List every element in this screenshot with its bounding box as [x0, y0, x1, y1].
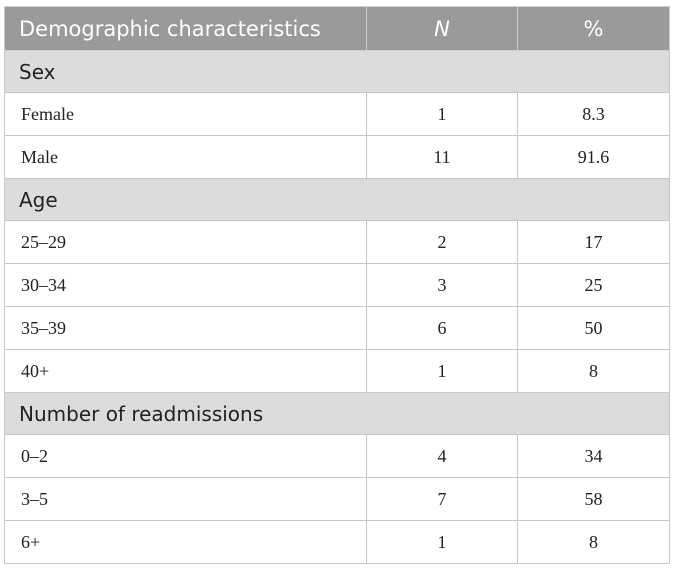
row-label: 6+ [5, 521, 367, 564]
row-n: 1 [367, 93, 518, 136]
table-row [5, 435, 670, 478]
table-row [5, 264, 670, 307]
table-row [5, 478, 670, 521]
row-percent: 8 [518, 350, 670, 393]
row-label: 40+ [5, 350, 367, 393]
table-header [5, 7, 670, 51]
table-row [5, 136, 670, 179]
header-demographic-characteristics: Demographic characteristics [5, 7, 367, 51]
row-percent: 91.6 [518, 136, 670, 179]
header-row [5, 7, 670, 51]
table-row [5, 93, 670, 136]
section-title: Sex [5, 51, 670, 93]
table-row [5, 521, 670, 564]
row-n: 2 [367, 221, 518, 264]
row-n: 11 [367, 136, 518, 179]
row-percent: 17 [518, 221, 670, 264]
demographics-table [4, 6, 670, 564]
row-label: Male [5, 136, 367, 179]
row-n: 1 [367, 521, 518, 564]
row-n: 1 [367, 350, 518, 393]
row-label: Female [5, 93, 367, 136]
row-percent: 8 [518, 521, 670, 564]
table-row [5, 307, 670, 350]
section-row-age [5, 179, 670, 221]
section-row-readmissions [5, 393, 670, 435]
row-label: 30–34 [5, 264, 367, 307]
row-n: 4 [367, 435, 518, 478]
row-percent: 34 [518, 435, 670, 478]
row-n: 7 [367, 478, 518, 521]
section-title: Age [5, 179, 670, 221]
row-n: 6 [367, 307, 518, 350]
section-row-sex [5, 51, 670, 93]
header-percent: % [518, 7, 670, 51]
row-label: 35–39 [5, 307, 367, 350]
section-title: Number of readmissions [5, 393, 670, 435]
row-label: 25–29 [5, 221, 367, 264]
row-n: 3 [367, 264, 518, 307]
demographics-table-container [4, 6, 669, 564]
row-percent: 50 [518, 307, 670, 350]
row-percent: 8.3 [518, 93, 670, 136]
row-percent: 25 [518, 264, 670, 307]
table-row [5, 350, 670, 393]
row-percent: 58 [518, 478, 670, 521]
table-row [5, 221, 670, 264]
header-n: N [367, 7, 518, 51]
row-label: 3–5 [5, 478, 367, 521]
row-label: 0–2 [5, 435, 367, 478]
table-body [5, 51, 670, 564]
